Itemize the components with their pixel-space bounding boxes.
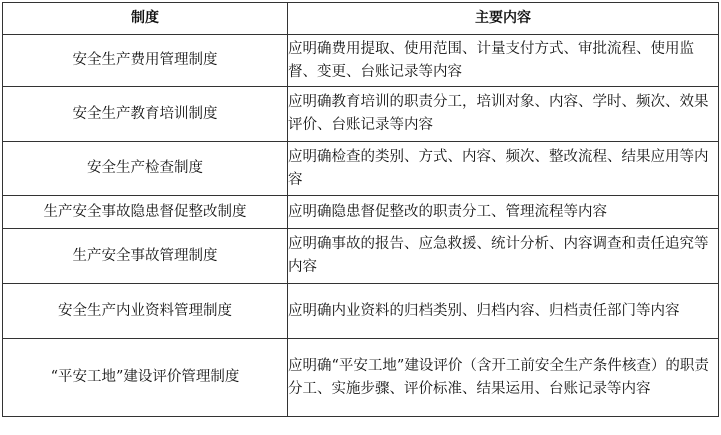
table-row [3, 142, 719, 196]
table-row [3, 339, 719, 417]
header-policy: 制度 [3, 3, 288, 35]
policy-content: 应明确教育培训的职责分工，培训对象、内容、学时、频次、效果评价、台账记录等内容 [288, 87, 719, 142]
policy-name: 安全生产费用管理制度 [3, 35, 288, 87]
header-main-content: 主要内容 [288, 3, 719, 35]
table-row [3, 35, 719, 87]
table-row [3, 284, 719, 339]
table-row [3, 229, 719, 284]
table-row [3, 87, 719, 142]
policy-content: 应明确内业资料的归档类别、归档内容、归档责任部门等内容 [288, 284, 719, 339]
policy-name: “平安工地”建设评价管理制度 [3, 339, 288, 417]
policy-content: 应明确事故的报告、应急救援、统计分析、内容调查和责任追究等内容 [288, 229, 719, 284]
policy-content: 应明确“平安工地”建设评价（含开工前安全生产条件核查）的职责分工、实施步骤、评价标准、结果运用、台账记录等内容 [288, 339, 719, 417]
policy-name: 生产安全事故管理制度 [3, 229, 288, 284]
policy-name: 生产安全事故隐患督促整改制度 [3, 196, 288, 229]
policy-name: 安全生产内业资料管理制度 [3, 284, 288, 339]
policy-name: 安全生产检查制度 [3, 142, 288, 196]
policy-content: 应明确费用提取、使用范围、计量支付方式、审批流程、使用监督、变更、台账记录等内容 [288, 35, 719, 87]
header-row [3, 3, 719, 35]
policy-table [2, 2, 719, 417]
policy-content: 应明确检查的类别、方式、内容、频次、整改流程、结果应用等内容 [288, 142, 719, 196]
policy-content: 应明确隐患督促整改的职责分工、管理流程等内容 [288, 196, 719, 229]
table-row [3, 196, 719, 229]
policy-name: 安全生产教育培训制度 [3, 87, 288, 142]
